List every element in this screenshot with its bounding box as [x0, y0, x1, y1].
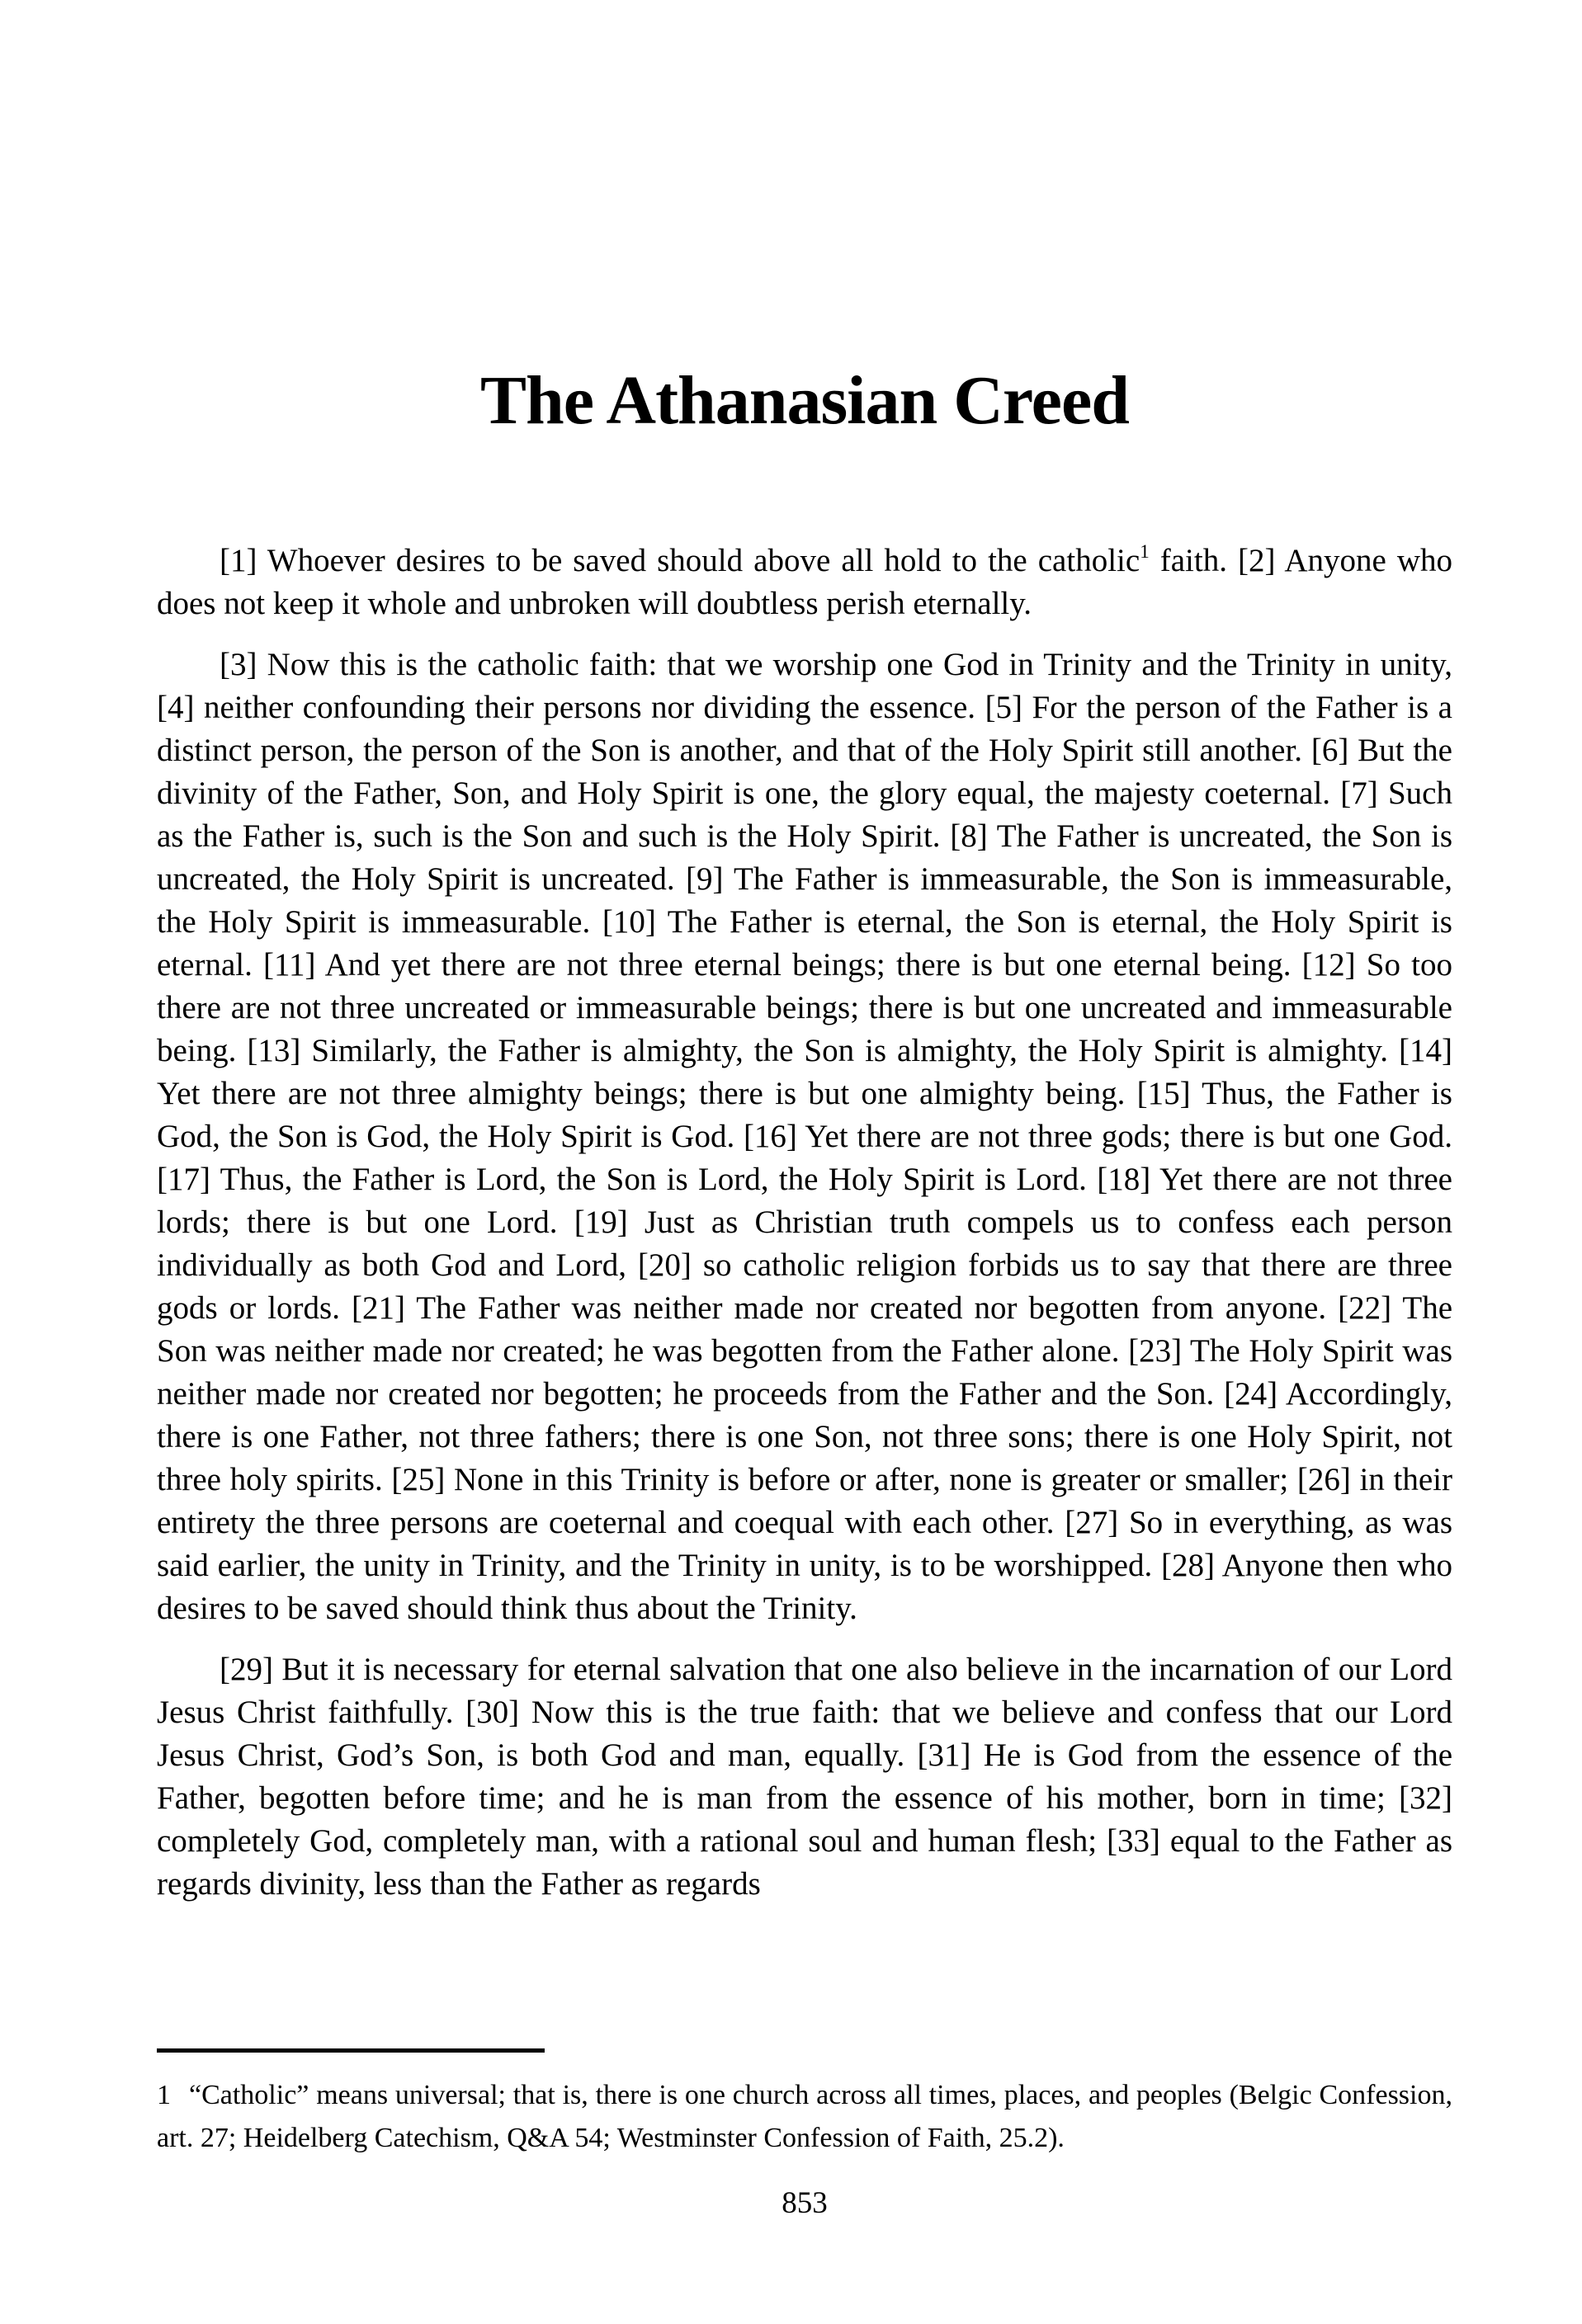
footnote-text: “Catholic” means universal; that is, there is one church across all times, places, and peoples (Belgic Confession, art. 27; Heidelberg Catechism, Q&A 54; Westminster Confession of Faith, 25.2). [157, 2080, 1452, 2153]
paragraph-1 [157, 540, 1452, 625]
paragraph-3: [29] But it is necessary for eternal salvation that one also believe in the incarnation of our Lord Jesus Christ faithfully. [30] Now this is the true faith: that we believe and confess that our Lord Jesus Christ, God’s Son, is both God and man, equally. [31] He is God from the essence of the Father, begotten before time; and he is man from the essence of his mother, born in time; [32] completely God, completely man, with a rational soul and human flesh; [33] equal to the Father as regards divinity, less than the Father as regards [157, 1652, 1452, 1902]
text-column [157, 0, 1452, 1906]
footnote-section [157, 2048, 1452, 2160]
paragraph-1-text-continued: faith. [2] Anyone who does not keep it whole and unbroken will doubtless perish eternally. [157, 543, 1452, 621]
footnote [157, 2074, 1452, 2160]
footnote-marker: 1 [157, 2080, 171, 2110]
paragraph-2: [3] Now this is the catholic faith: that we worship one God in Trinity and the Trinity in unity, [4] neither confounding their persons nor dividing the essence. [5] For the person of the Father is a distinct person, the person of the Son is another, and that of the Holy Spirit still another. [6] But the divinity of the Father, Son, and Holy Spirit is one, the glory equal, the majesty coeternal. [7] Such as the Father is, such is the Son and such is the Holy Spirit. [8] The Father is uncreated, the Son is uncreated, the Holy Spirit is uncreated. [9] The Father is immeasurable, the Son is immeasurable, the Holy Spirit is immeasurable. [10] The Father is eternal, the Son is eternal, the Holy Spirit is eternal. [11] And yet there are not three eternal beings; there is but one eternal being. [12] So too there are not three uncreated or immeasurable beings; there is but one uncreated and immeasurable being. [13] Similarly, the Father is almighty, the Son is almighty, the Holy Spirit is almighty. [14] Yet there are not three almighty beings; there is but one almighty being. [15] Thus, the Father is God, the Son is God, the Holy Spirit is God. [16] Yet there are not three gods; there is but one God. [17] Thus, the Father is Lord, the Son is Lord, the Holy Spirit is Lord. [18] Yet there are not three lords; there is but one Lord. [19] Just as Christian truth compels us to confess each person individually as both God and Lord, [20] so catholic religion forbids us to say that there are three gods or lords. [21] The Father was neither made nor created nor begotten from anyone. [22] The Son was neither made nor created; he was begotten from the Father alone. [23] The Holy Spirit was neither made nor created nor begotten; he proceeds from the Father and the Son. [24] Accordingly, there is one Father, not three fathers; there is one Son, not three sons; there is one Holy Spirit, not three holy spirits. [25] None in this Trinity is before or after, none is greater or smaller; [26] in their entirety the three persons are coeternal and coequal with each other. [27] So in everything, as was said earlier, the unity in Trinity, and the Trinity in unity, is to be worshipped. [28] Anyone then who desires to be saved should think thus about the Trinity. [157, 647, 1452, 1626]
paragraph-1-text: [1] Whoever desires to be saved should above all hold to the catholic [220, 543, 1140, 578]
page-number: 853 [782, 2186, 828, 2220]
page-title: The Athanasian Creed [480, 362, 1129, 439]
footnote-separator-rule [157, 2048, 545, 2053]
footnote-reference-1: 1 [1140, 541, 1150, 562]
